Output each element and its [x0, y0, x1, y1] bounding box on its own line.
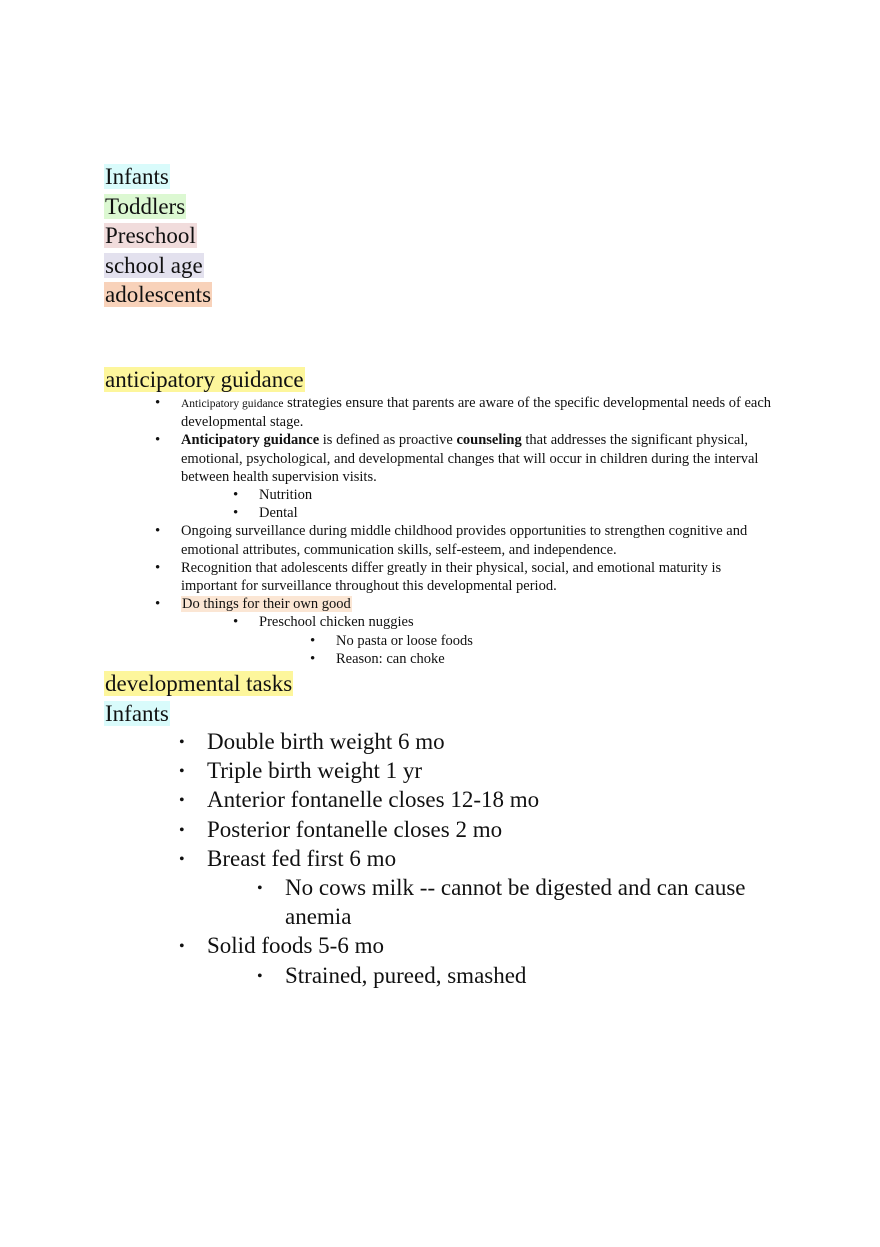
term-bold: counseling [456, 432, 522, 449]
list-item [181, 394, 781, 431]
item-text: Nutrition [259, 487, 313, 504]
list-item [181, 431, 781, 486]
list-item [207, 931, 767, 960]
heading-text: anticipatory guidance [105, 367, 304, 392]
list-item [336, 650, 781, 668]
term-bold: Anticipatory guidance [181, 432, 320, 449]
item-text: Ongoing surveillance during middle childhood provides opportunities to strengthen cognitive and emotional attributes, communication skills, self-esteem, and independence. [181, 523, 748, 558]
list-item [259, 486, 781, 504]
item-text: Solid foods 5-6 mo [207, 933, 384, 959]
item-text: No cows milk -- cannot be digested and can cause anemia [285, 875, 746, 930]
list-item [181, 595, 781, 613]
list-item [181, 559, 781, 595]
list-item [336, 632, 781, 650]
heading-text: Infants [105, 701, 169, 726]
legend-school-age: school age [105, 252, 203, 278]
item-text: Double birth weight 6 mo [207, 729, 445, 754]
infant-tasks-list [207, 727, 767, 990]
anticipatory-guidance-list [181, 394, 781, 668]
list-item [207, 844, 767, 873]
list-item [207, 785, 767, 814]
item-text: Do things for their own good [182, 596, 351, 613]
item-text: Breast fed first 6 mo [207, 845, 397, 871]
item-text: No pasta or loose foods [336, 632, 473, 649]
infants-heading [104, 699, 170, 728]
item-text: Dental [259, 505, 298, 522]
list-item [285, 961, 767, 990]
list-item [207, 756, 767, 785]
heading-text: developmental tasks [105, 671, 293, 696]
list-item [207, 727, 767, 756]
item-text: Posterior fontanelle closes 2 mo [207, 816, 503, 842]
item-text: Preschool chicken nuggies [259, 614, 414, 631]
list-item [181, 522, 781, 558]
age-group-legend [104, 162, 212, 310]
list-item [259, 613, 781, 631]
anticipatory-guidance-heading [104, 365, 305, 394]
list-item [207, 815, 767, 844]
legend-toddlers: Toddlers [105, 193, 186, 219]
item-text: is defined as proactive [319, 432, 457, 449]
item-text: Recognition that adolescents differ greatly in their physical, social, and emotional maturity is important for surveillance throughout this developmental period. [181, 559, 722, 595]
legend-adolescents: adolescents [105, 282, 212, 307]
legend-infants: Infants [105, 164, 169, 189]
legend-preschool: Preschool [105, 223, 196, 248]
item-text: Reason: can choke [336, 650, 445, 667]
developmental-tasks-heading [104, 669, 293, 698]
item-text: Anterior fontanelle closes 12-18 mo [207, 787, 540, 813]
item-text: that addresses the significant physical, emotional, psychological, and developmental changes that will occur in children during the interval between health supervision visits. [181, 432, 759, 485]
item-text: Strained, pureed, smashed [285, 962, 527, 988]
list-item [259, 504, 781, 522]
list-item [285, 873, 767, 931]
item-text: Triple birth weight 1 yr [207, 758, 423, 784]
term-small: Anticipatory guidance [181, 398, 284, 410]
item-text: strategies ensure that parents are aware of the specific developmental needs of each developmental stage. [181, 395, 772, 431]
